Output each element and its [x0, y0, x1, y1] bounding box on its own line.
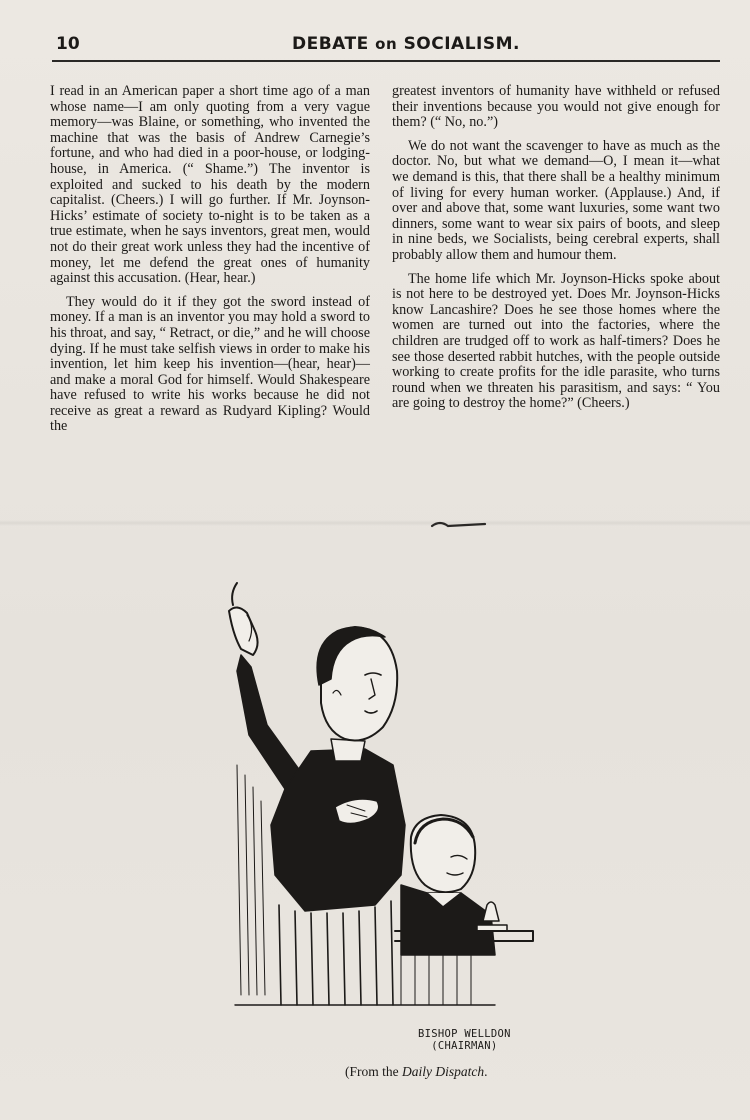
cartoon-caption-name: BISHOP WELLDON	[418, 1028, 511, 1040]
cartoon-caption-role: (CHAIRMAN)	[431, 1040, 498, 1052]
paper-fold	[0, 520, 750, 526]
credit-suffix: .	[484, 1064, 488, 1079]
right-paragraph-2: We do not want the scavenger to have as much as the doctor. No, but what we demand—O, I mean it—what we demand is this, that there shall be a healthy minimum of living for every human worker. (Applause.) And, if over and above that, some want luxuries, some want two dinners, some want to wear six pairs of boots, and sleep in nine beds, we Socialists, being cerebral experts, shall probably allow them and humour them.	[392, 137, 720, 263]
decorative-swash	[430, 518, 490, 532]
running-head-socialism: SOCIALISM.	[403, 34, 520, 54]
page-header	[52, 30, 720, 62]
left-column	[50, 84, 370, 443]
right-paragraph-3: The home life which Mr. Joynson-Hicks spoke about is not here to be destroyed yet. Does Mr. Joynson-Hicks know Lancashire? Does he see those homes where the women are turned out into the factories, where the children are trudged off to work as half-timers? Does he see those deserted rabbit hutches, with the people outside working to create profits for the idle parasite, who turns round when we threaten his parasitism, and says: “ You are going to destroy the home?” (Cheers.)	[392, 270, 720, 412]
running-head	[52, 34, 720, 54]
cartoon-caption	[418, 1028, 511, 1052]
image-credit	[345, 1064, 488, 1080]
running-head-on: on	[375, 35, 398, 53]
right-column	[392, 84, 720, 420]
cartoon-illustration	[215, 575, 545, 1055]
left-paragraph-1: I read in an American paper a short time ago of a man whose name—I am only quoting from a very vague memory—was Blaine, or something, who invented the machine that was the basis of Andrew Carnegie’s fortune, and who had died in a poor-house, or lodging-house, in America. (“ Shame.”) The inventor is exploited and sucked to his death by the modern capitalist. (Cheers.) I will go further. If Mr. Joynson-Hicks’ estimate of society to-night is to be taken as a true estimate, when he says inventors, great men, would not do their great work unless they had the incentive of money, let me defend the great ones of humanity against this accusation. (Hear, hear.)	[50, 83, 370, 287]
credit-newspaper: Daily Dispatch	[402, 1064, 485, 1079]
right-paragraph-1: greatest inventors of humanity have withheld or refused their inventions because you would not give enough for them? (“ No, no.”)	[392, 83, 720, 131]
credit-prefix: (From the	[345, 1064, 402, 1079]
page-number: 10	[56, 34, 80, 54]
left-paragraph-2: They would do it if they got the sword instead of money. If a man is an inventor you may hold a sword to his throat, and say, “ Retract, or die,” and he will choose dying. If he must take selfish views in order to make his invention, let him keep his invention—(hear, hear)—and make a moral God for himself. Would Shakespeare have refused to write his works because he did not receive as great a reward as Rudyard Kipling? Would the	[50, 293, 370, 435]
running-head-debate: DEBATE	[292, 34, 369, 54]
